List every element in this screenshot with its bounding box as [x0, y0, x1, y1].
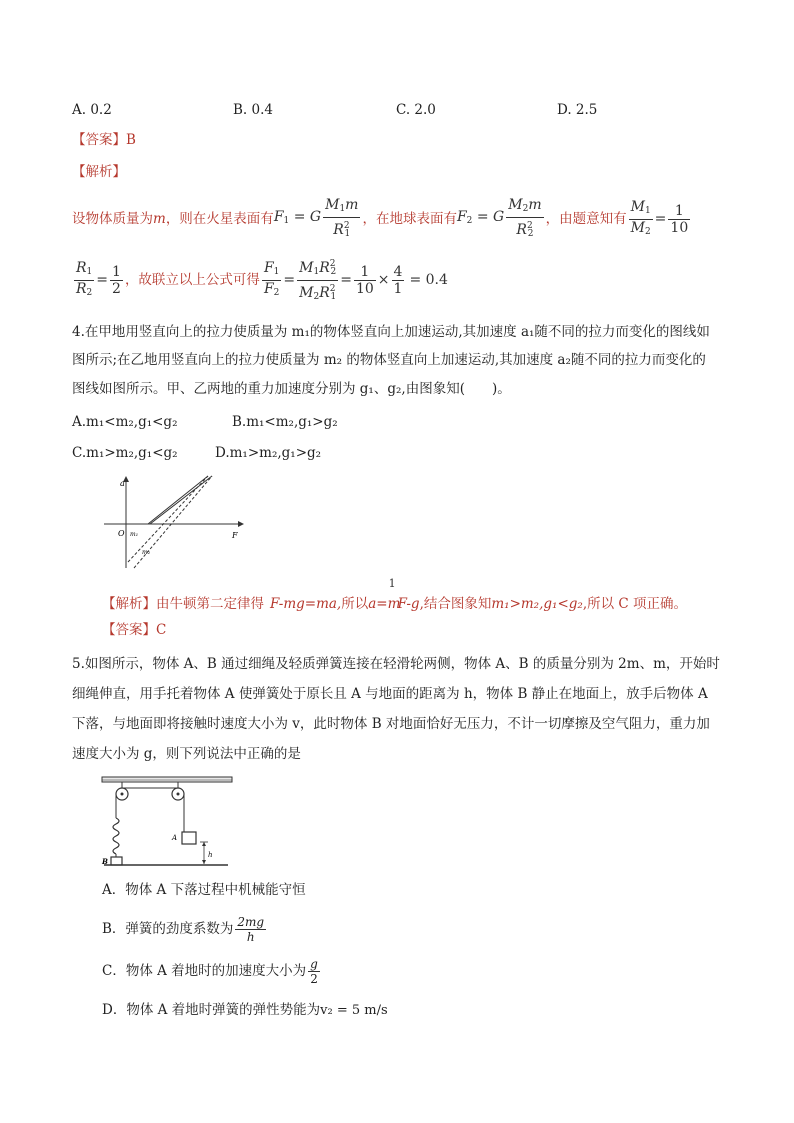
q3-analysis-line1: 设物体质量为 m ，则在火星表面有 F1 = G $\frac{M1m}{R^21}$ ，在地球表面有 F2 = G $\frac{M2m}{R^22}$ ，由题意知有 $\frac{M1}{M2}$ = $\frac{1}{10}$: [72, 198, 692, 240]
fraction-1-10b: $\frac{1}{10}$: [355, 263, 374, 297]
answer-value: B: [126, 132, 136, 148]
block-b: [111, 857, 122, 865]
fraction-1-m: 1 m: [387, 577, 401, 612]
q5-option-b: [102, 910, 268, 948]
q4-option-b: B.m₁<m₂,g₁>g₂: [232, 414, 338, 430]
q4-option-a: A.m₁<m₂,g₁<g₂: [72, 414, 178, 430]
mass-symbol: m: [153, 211, 166, 227]
option-text: C．物体 A 着地时的加速度大小为: [102, 963, 307, 979]
analysis-text: 所以: [341, 596, 369, 612]
label-b: B: [102, 857, 108, 866]
block-a: [182, 832, 196, 844]
label-a: A: [172, 834, 178, 842]
spring: [113, 818, 119, 854]
answer-value: C: [156, 622, 167, 638]
equation-a: a=: [368, 596, 388, 612]
q5-option-d: [102, 1000, 388, 1021]
fraction-m1m-r1sq: $\frac{M1m}{R^21}$: [325, 196, 359, 239]
analysis-text: ，由题意知有: [545, 211, 627, 227]
axis-label-f: F: [232, 531, 238, 540]
formula-f2: F2 = G: [456, 209, 505, 226]
q4-answer: [102, 620, 166, 640]
equation-newton: F-mg=ma,: [270, 596, 342, 612]
q4-option-c: C.m₁>m₂,g₁<g₂: [72, 445, 178, 461]
q5-stem-line4: 速度大小为 g，则下列说法中正确的是: [72, 746, 301, 762]
q3-answer: [72, 130, 136, 150]
label-m2: m₂: [142, 549, 151, 556]
q3-option-b: B. 0.4: [233, 102, 273, 118]
origin-label: O: [118, 529, 125, 538]
q5-option-c: [102, 952, 322, 990]
answer-tag: 【答案】: [102, 622, 156, 638]
q3-analysis-line2: $\frac{R1}{R2}$ = $\frac{1}{2}$ ，故联立以上公式可得 $\frac{F1}{F2}$ = $\frac{M1R^22}{M2R^21}$ = $\frac{1}{10}$ × $\frac{4}{1}$ = 0.4: [72, 259, 448, 301]
analysis-text: ，则在火星表面有: [165, 211, 274, 227]
analysis-text: ，故联立以上公式可得: [124, 272, 260, 288]
fraction-m1-m2: $\frac{M1}{M2}$: [630, 198, 651, 237]
q3-option-c: C. 2.0: [396, 102, 436, 118]
equation-fg: F-g: [397, 596, 420, 612]
option-text: D．物体 A 着地时弹簧的弹性势能为: [102, 1002, 321, 1018]
answer-tag: 【答案】: [72, 132, 126, 148]
q3-option-a: A. 0.2: [72, 102, 112, 118]
fraction-f1-f2: $\frac{F1}{F2}$: [263, 259, 280, 298]
equation-conclusion: m₁>m₂,g₁<g₂: [491, 596, 583, 612]
label-m1: m₁: [130, 531, 139, 538]
analysis-text: ,结合图象知: [419, 596, 492, 612]
line-m2: [150, 476, 212, 524]
ceiling: [102, 777, 232, 782]
analysis-text: ,所以 C 项正确。: [582, 596, 688, 612]
q4-analysis: [102, 576, 687, 614]
q3-option-d: D. 2.5: [557, 102, 598, 118]
equation-v2: v₂ = 5 m/s: [320, 1003, 388, 1018]
analysis-tag: 【解析】: [102, 596, 156, 612]
q5-stem-line1: 5.如图所示，物体 A、B 通过细绳及轻质弹簧连接在轻滑轮两侧，物体 A、B 的质量分别为 2m、m，开始时: [72, 656, 720, 672]
fraction-1-2: $\frac{1}{2}$: [112, 263, 121, 297]
q5-stem-line2: 细绳伸直，用手托着物体 A 使弹簧处于原长且 A 与地面的距离为 h，物体 B 静止在地面上，放手后物体 A: [72, 686, 708, 702]
analysis-text: 由牛顿第二定律得: [156, 596, 264, 612]
axis-label-a: a: [120, 479, 125, 488]
fraction-m2m-r2sq: $\frac{M2m}{R^22}$: [508, 196, 542, 239]
fraction-m1r2-m2r1: $\frac{M1R^22}{M2R^21}$: [297, 256, 338, 305]
label-h: h: [208, 851, 213, 859]
fraction-4-1: $\frac{4}{1}$: [393, 263, 403, 297]
x-axis-arrow: [238, 521, 244, 527]
q4-stem-line3: 图线如图所示。甲、乙两地的重力加速度分别为 g₁、g₂,由图象知( )。: [72, 381, 511, 397]
q4-option-d: D.m₁>m₂,g₁>g₂: [215, 445, 322, 461]
fraction-r1-r2: $\frac{R1}{R2}$: [76, 259, 93, 298]
option-text: B．弹簧的劲度系数为: [102, 921, 234, 937]
analysis-text: ，在地球表面有: [362, 211, 457, 227]
fraction-1-10: $\frac{1}{10}$: [670, 202, 689, 236]
analysis-text: 设物体质量为: [72, 211, 153, 227]
q5-stem-line3: 下落，与地面即将接触时速度大小为 v，此时物体 B 对地面恰好无压力，不计一切摩擦及空气阻力，重力加: [72, 716, 710, 732]
q4-stem-line1: 4.在甲地用竖直向上的拉力使质量为 m₁的物体竖直向上加速运动,其加速度 a₁随不同的拉力而变化的图线如: [72, 324, 710, 340]
fraction-2mg-h: $\frac{2mg}{h}$: [237, 914, 265, 944]
q3-analysis-tag: 【解析】: [72, 164, 126, 180]
result-value: = 0.4: [409, 272, 448, 288]
q4-stem-line2: 图所示;在乙地用竖直向上的拉力使质量为 m₂ 的物体竖直向上加速运动,其加速度 a₂随不同的拉力而变化的: [72, 352, 706, 368]
q4-graph: [100, 474, 250, 574]
q5-option-a: A．物体 A 下落过程中机械能守恒: [102, 882, 306, 898]
fraction-g-2: $\frac{g}{2}$: [310, 956, 318, 986]
formula-f1: F1 = G: [273, 209, 322, 226]
q5-pulley-figure: [100, 774, 235, 868]
